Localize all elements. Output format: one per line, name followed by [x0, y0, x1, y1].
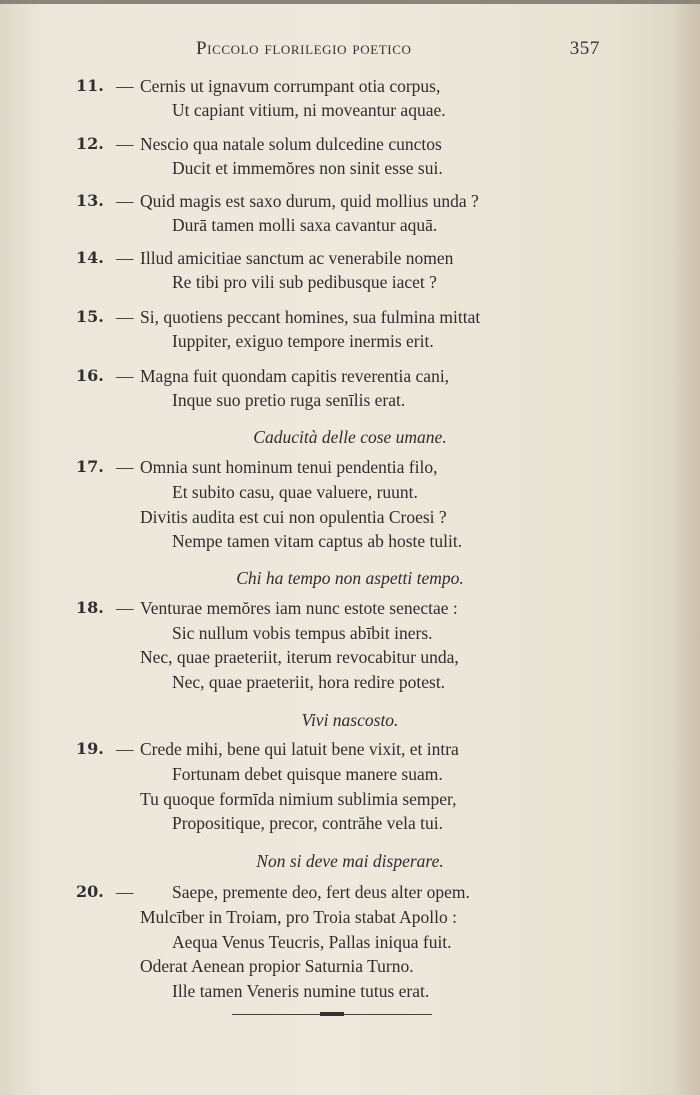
verse-line: Tu quoque formīda nimium sublimia semper,	[140, 789, 457, 809]
entry-number: 14.	[76, 248, 104, 267]
verse-line: Illud amicitiae sanctum ac venerabile nomen	[140, 248, 454, 268]
entry-number: 19.	[76, 739, 104, 758]
verse-line: Et subito casu, quae valuere, ruunt.	[172, 482, 418, 502]
running-title: Piccolo florilegio poetico	[196, 38, 412, 59]
entry-number: 11.	[76, 76, 104, 95]
verse-line: Nescio qua natale solum dulcedine cunctos	[140, 134, 442, 154]
verse-line: Magna fuit quondam capitis reverentia cani,	[140, 366, 450, 386]
entry-number: 13.	[76, 191, 104, 210]
verse-line: Ut capiant vitium, ni moveantur aquae.	[172, 100, 446, 120]
verse-line: Saepe, premente deo, fert deus alter opem.	[172, 882, 470, 902]
entry-dash: —	[116, 134, 134, 154]
verse-line: Aequa Venus Teucris, Pallas iniqua fuit.	[172, 932, 452, 952]
entry-dash: —	[116, 76, 134, 96]
verse-line: Inque suo pretio ruga senīlis erat.	[172, 390, 406, 410]
verse-line: Nempe tamen vitam captus ab hoste tulit.	[172, 531, 463, 551]
section-heading: Chi ha tempo non aspetti tempo.	[236, 568, 464, 588]
entry-dash: —	[116, 366, 134, 386]
entry-dash: —	[116, 191, 134, 211]
section-heading: Vivi nascosto.	[301, 710, 399, 730]
verse-line: Durā tamen molli saxa cavantur aquā.	[172, 215, 438, 235]
entry-number: 16.	[76, 366, 104, 385]
verse-line: Ducit et immemŏres non sinit esse sui.	[172, 158, 443, 178]
verse-line: Quid magis est saxo durum, quid mollius unda ?	[140, 191, 479, 211]
section-heading: Caducità delle cose umane.	[253, 427, 447, 447]
entry-dash: —	[116, 739, 134, 759]
verse-line: Mulcīber in Troiam, pro Troia stabat Apollo :	[140, 907, 457, 927]
closing-rule-ornament	[320, 1012, 344, 1016]
verse-line: Re tibi pro vili sub pedibusque iacet ?	[172, 272, 437, 292]
verse-line: Cernis ut ignavum corrumpant otia corpus,	[140, 76, 441, 96]
section-heading: Non si deve mai disperare.	[256, 851, 444, 871]
verse-line: Divitis audita est cui non opulentia Croesi ?	[140, 507, 447, 527]
entry-number: 12.	[76, 134, 104, 153]
entry-dash: —	[116, 248, 134, 268]
verse-line: Venturae memŏres iam nunc estote senectae :	[140, 598, 458, 618]
verse-line: Si, quotiens peccant homines, sua fulmina mittat	[140, 307, 481, 327]
entry-dash: —	[116, 307, 134, 327]
entry-number: 17.	[76, 457, 104, 476]
verse-line: Iuppiter, exiguo tempore inermis erit.	[172, 331, 434, 351]
verse-line: Sic nullum vobis tempus abībit iners.	[172, 623, 433, 643]
verse-line: Crede mihi, bene qui latuit bene vixit, et intra	[140, 739, 459, 759]
verse-line: Nec, quae praeteriit, iterum revocabitur unda,	[140, 647, 459, 667]
page-number: 357	[569, 38, 600, 59]
entry-dash: —	[116, 457, 134, 477]
verse-line: Ille tamen Veneris numine tutus erat.	[172, 981, 430, 1001]
page-edge-wear	[674, 0, 700, 1095]
verse-line: Nec, quae praeteriit, hora redire potest.	[172, 672, 446, 692]
verse-line: Omnia sunt hominum tenui pendentia filo,	[140, 457, 438, 477]
verse-line: Fortunam debet quisque manere suam.	[172, 764, 443, 784]
entry-number: 20.	[76, 882, 104, 901]
entry-dash: —	[116, 882, 134, 902]
verse-line: Propositique, precor, contrăhe vela tui.	[172, 813, 443, 833]
verse-line: Oderat Aenean propior Saturnia Turno.	[140, 956, 414, 976]
entry-dash: —	[116, 598, 134, 618]
entry-number: 18.	[76, 598, 104, 617]
entry-number: 15.	[76, 307, 104, 326]
